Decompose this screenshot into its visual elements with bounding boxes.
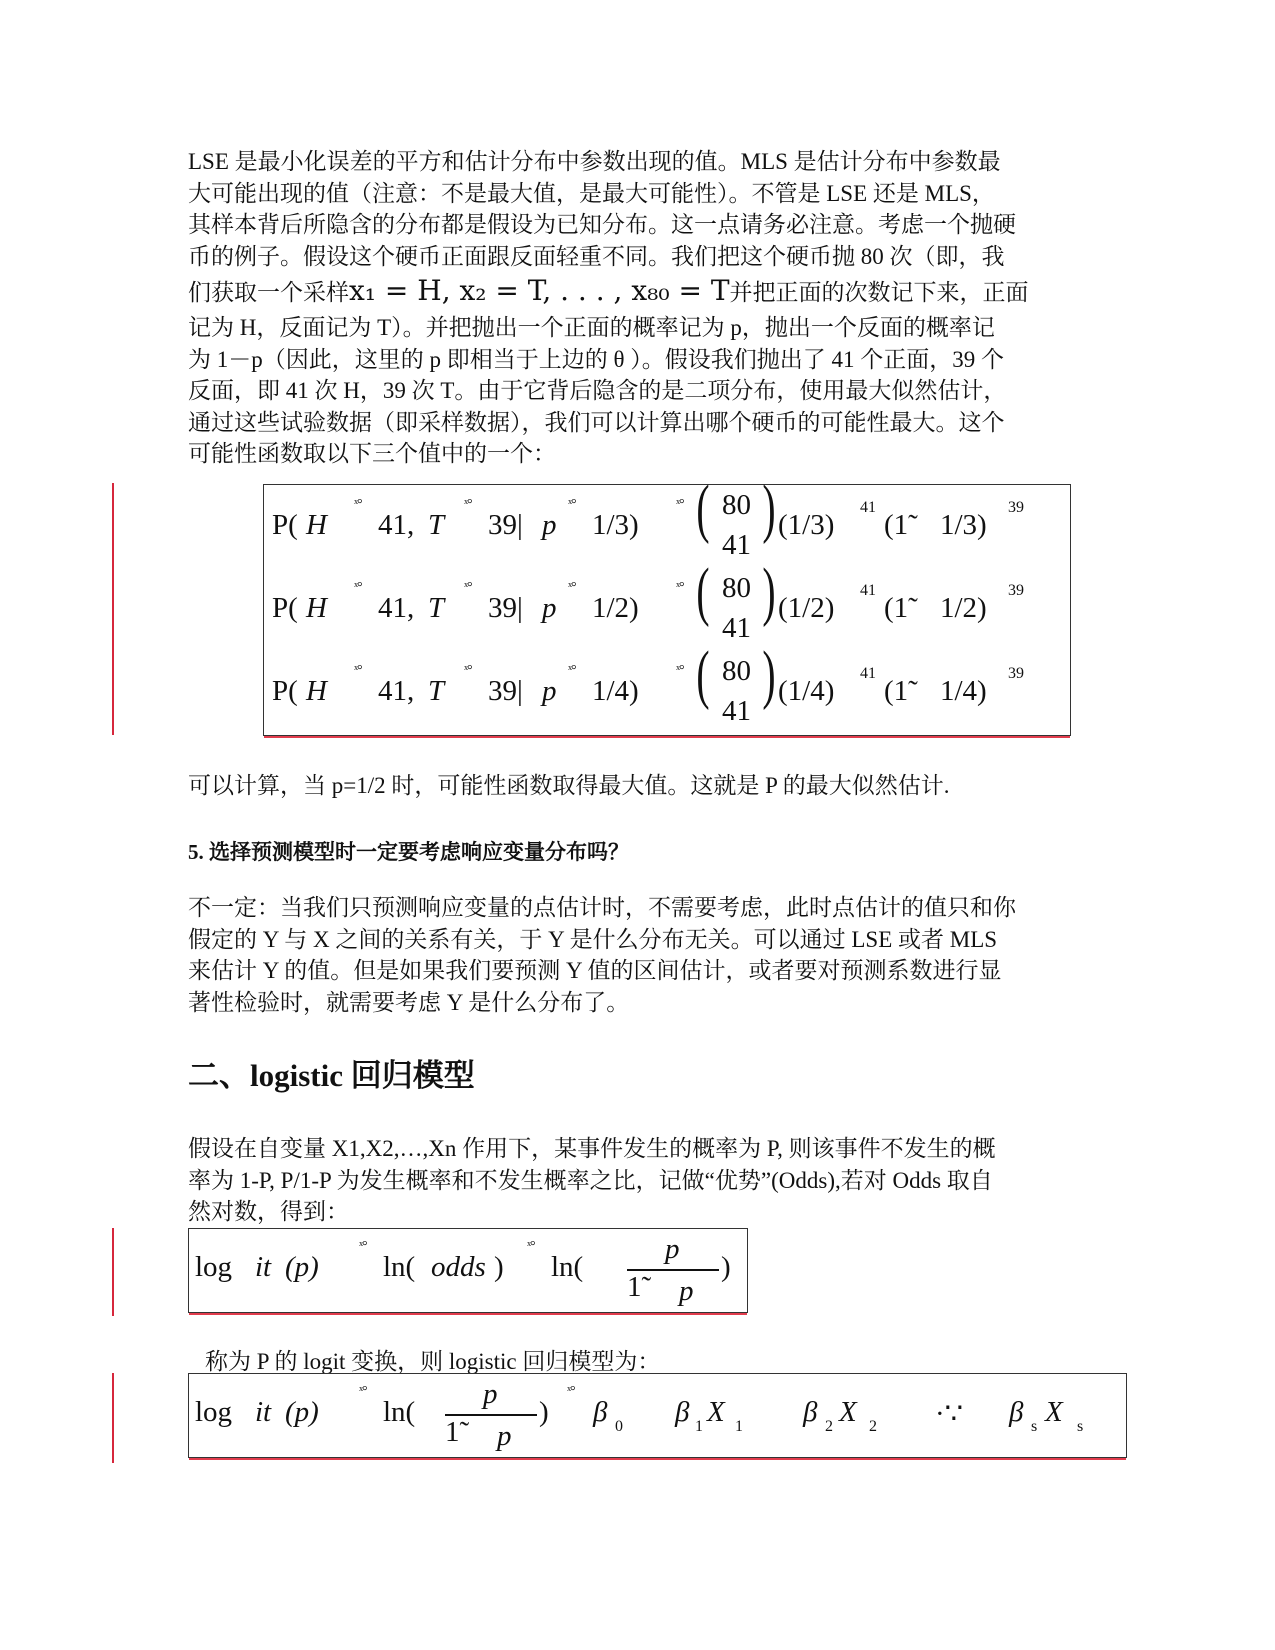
binom-top: 80 xyxy=(722,489,751,521)
eq-log: log xyxy=(195,1396,233,1428)
var-T: T xyxy=(428,675,445,707)
garbled-symbol: ˣ° xyxy=(567,1384,575,1399)
likelihood-row xyxy=(272,472,1062,571)
prob-P: P( xyxy=(272,509,298,541)
garbled-symbol: ˣ° xyxy=(354,663,362,678)
var-p: p xyxy=(542,675,557,707)
eq-ln: ln( xyxy=(383,1251,416,1283)
eq-it: it xyxy=(255,1251,272,1283)
beta-0: β xyxy=(593,1396,608,1428)
model-equation xyxy=(195,1378,1115,1462)
var-T: T xyxy=(428,592,445,624)
garbled-symbol: ˣ° xyxy=(568,663,576,678)
eq-ln2: ln( xyxy=(551,1251,584,1283)
exponent-tails: 39 xyxy=(1008,582,1024,599)
eq-frac-den-one: 1̃ xyxy=(445,1416,460,1448)
text-line: 率为 1-P, P/1-P 为发生概率和不发生概率之比，记做“优势”(Odds),若对 Odds 取自 xyxy=(188,1167,993,1193)
text-line: 假定的 Y 与 X 之间的关系有关，于 Y 是什么分布无关。可以通过 LSE 或者 MLS xyxy=(188,926,998,952)
likelihood-row xyxy=(272,638,1062,737)
text-line: 来估计 Y 的值。但是如果我们要预测 Y 值的区间估计，或者要对预测系数进行显 xyxy=(188,958,1002,983)
eq-p-arg: (p) xyxy=(285,1251,319,1283)
binom-top: 80 xyxy=(722,655,751,687)
eq-odds: odds xyxy=(431,1251,486,1283)
garbled-symbol: ˣ° xyxy=(354,497,362,512)
text-line: 不一定：当我们只预测响应变量的点估计时，不需要考虑，此时点估计的值只和你 xyxy=(188,895,1016,920)
text-line: 假设在自变量 X1,X2,…,Xn 作用下，某事件发生的概率为 P, 则该事件不发生的概 xyxy=(188,1136,996,1161)
var-H: H xyxy=(306,509,327,541)
beta-2: β xyxy=(803,1396,818,1428)
binom-left-paren: ( xyxy=(696,472,710,545)
text-line: 通过这些试验数据（即采样数据），我们可以计算出哪个硬币的可能性最大。这个 xyxy=(188,409,1005,435)
eq-ln: ln( xyxy=(383,1396,416,1428)
p-power-tails: 1/2) xyxy=(940,592,987,624)
logit-intro-paragraph xyxy=(188,1133,1088,1228)
text-line: 著性检验时，就需要考虑 Y 是什么分布了。 xyxy=(188,989,630,1015)
garbled-symbol: ˣ° xyxy=(359,1384,367,1399)
binom-bottom: 41 xyxy=(722,529,751,561)
revision-bar xyxy=(112,483,114,735)
beta-2-sub: 2 xyxy=(825,1418,833,1435)
garbled-symbol: ˣ° xyxy=(676,580,684,595)
garbled-symbol: ˣ° xyxy=(676,497,684,512)
eq-frac-num: p xyxy=(665,1233,680,1265)
eq-log: log xyxy=(195,1251,233,1283)
binom-bottom: 41 xyxy=(722,612,751,644)
x-2-sub: 2 xyxy=(869,1418,877,1435)
x-1-sub: 1 xyxy=(735,1418,743,1435)
revision-bar xyxy=(112,1228,114,1316)
text-fragment: 并把正面的次数记下来，正面 xyxy=(729,280,1029,305)
binom-left-paren: ( xyxy=(696,638,710,711)
text-line: 币的例子。假设这个硬币正面跟反面轻重不同。我们把这个硬币抛 80 次（即，我 xyxy=(188,243,1005,269)
one-minus: (1̃ xyxy=(884,509,909,541)
model-equation-box xyxy=(188,1373,1127,1458)
binom-left-paren: ( xyxy=(696,555,710,628)
beta-0-sub: 0 xyxy=(615,1418,623,1435)
beta-1-sub: 1 xyxy=(695,1418,703,1435)
eq-frac-den-p: p xyxy=(497,1420,512,1452)
garbled-symbol: ˣ° xyxy=(464,497,472,512)
garbled-symbol: ˣ° xyxy=(464,580,472,595)
ellipsis: ·∵ xyxy=(935,1398,964,1430)
garbled-symbol: ˣ° xyxy=(568,580,576,595)
garbled-symbol: ˣ° xyxy=(527,1239,535,1254)
text-line: LSE 是最小化误差的平方和估计分布中参数出现的值。MLS 是估计分布中参数最 xyxy=(188,149,1001,174)
garbled-symbol: ˣ° xyxy=(359,1239,367,1254)
x-2: X xyxy=(839,1396,857,1428)
eq-it: it xyxy=(255,1396,272,1428)
binom-right-paren: ) xyxy=(762,472,776,545)
eq-frac-den-one: 1̃ xyxy=(627,1271,642,1303)
prob-P: P( xyxy=(272,675,298,707)
var-T: T xyxy=(428,509,445,541)
beta-s: β xyxy=(1009,1396,1024,1428)
text-fragment: 们获取一个采样 xyxy=(188,280,349,305)
revision-bar xyxy=(112,1373,114,1463)
exponent-heads: 41 xyxy=(860,665,876,682)
p-power-tails: 1/4) xyxy=(940,675,987,707)
exponent-tails: 39 xyxy=(1008,499,1024,516)
tails-count: 39| xyxy=(488,675,523,707)
sample-line xyxy=(188,272,1088,312)
text-line: 为 1－p（因此，这里的 p 即相当于上边的 θ ）。假设我们抛出了 41 个正面，39 个 xyxy=(188,346,1005,372)
garbled-symbol: ˣ° xyxy=(568,497,576,512)
text-line: 大可能出现的值（注意：不是最大值，是最大可能性）。不管是 LSE 还是 MLS， xyxy=(188,180,995,206)
beta-1: β xyxy=(675,1396,690,1428)
sample-math: x₁ = H, x₂ = T, . . . , x₈₀ = T xyxy=(349,274,730,307)
likelihood-row xyxy=(272,555,1062,654)
garbled-symbol: ˣ° xyxy=(354,580,362,595)
eq-frac-num: p xyxy=(483,1378,498,1410)
p-power-heads: (1/4) xyxy=(778,675,835,707)
p-power-heads: (1/2) xyxy=(778,592,835,624)
heads-count: 41, xyxy=(378,592,415,624)
x-1: X xyxy=(707,1396,725,1428)
tails-count: 39| xyxy=(488,592,523,624)
one-minus: (1̃ xyxy=(884,675,909,707)
p-power-tails: 1/3) xyxy=(940,509,987,541)
prob-P: P( xyxy=(272,592,298,624)
conclusion-text: 可以计算，当 p=1/2 时，可能性函数取得最大值。这就是 P 的最大似然估计. xyxy=(188,773,950,798)
likelihood-equation-box xyxy=(263,472,1071,736)
heads-count: 41, xyxy=(378,509,415,541)
text-line: 可能性函数取以下三个值中的一个： xyxy=(188,441,556,466)
binom-top: 80 xyxy=(722,572,751,604)
p-power-heads: (1/3) xyxy=(778,509,835,541)
tails-count: 39| xyxy=(488,509,523,541)
binom-right-paren: ) xyxy=(762,638,776,711)
logit-transform-text: 称为 P 的 logit 变换，则 logistic 回归模型为： xyxy=(205,1349,661,1374)
text-line: 记为 H，反面记为 T）。并把抛出一个正面的概率记为 p，抛出一个反面的概率记 xyxy=(188,315,995,340)
binom-bottom: 41 xyxy=(722,695,751,727)
section-5-heading: 5. 选择预测模型时一定要考虑响应变量分布吗？ xyxy=(188,840,629,864)
intro-paragraph xyxy=(188,146,1088,470)
section-5-paragraph xyxy=(188,892,1088,1018)
p-value: 1/3) xyxy=(592,509,639,541)
binom-right-paren: ) xyxy=(762,555,776,628)
section-2-heading: 二、logistic 回归模型 xyxy=(188,1058,475,1093)
eq-p-arg: (p) xyxy=(285,1396,319,1428)
p-value: 1/4) xyxy=(592,675,639,707)
exponent-heads: 41 xyxy=(860,582,876,599)
exponent-tails: 39 xyxy=(1008,665,1024,682)
text-line: 其样本背后所隐含的分布都是假设为已知分布。这一点请务必注意。考虑一个抛硬 xyxy=(188,212,1016,237)
var-H: H xyxy=(306,675,327,707)
one-minus: (1̃ xyxy=(884,592,909,624)
x-s-sub: s xyxy=(1077,1418,1084,1435)
var-H: H xyxy=(306,592,327,624)
eq-close: ) xyxy=(539,1396,549,1428)
exponent-heads: 41 xyxy=(860,499,876,516)
p-value: 1/2) xyxy=(592,592,639,624)
eq-frac-den-p: p xyxy=(679,1275,694,1307)
eq-close2: ) xyxy=(721,1251,731,1283)
eq-close: ) xyxy=(494,1251,504,1283)
var-p: p xyxy=(542,509,557,541)
x-s: X xyxy=(1045,1396,1063,1428)
beta-s-sub: s xyxy=(1031,1418,1038,1435)
text-line: 然对数，得到： xyxy=(188,1199,349,1224)
logit-equation-box xyxy=(188,1228,748,1313)
garbled-symbol: ˣ° xyxy=(676,663,684,678)
var-p: p xyxy=(542,592,557,624)
heads-count: 41, xyxy=(378,675,415,707)
text-line: 反面，即 41 次 H，39 次 T。由于它背后隐含的是二项分布，使用最大似然估计， xyxy=(188,378,1007,403)
garbled-symbol: ˣ° xyxy=(464,663,472,678)
